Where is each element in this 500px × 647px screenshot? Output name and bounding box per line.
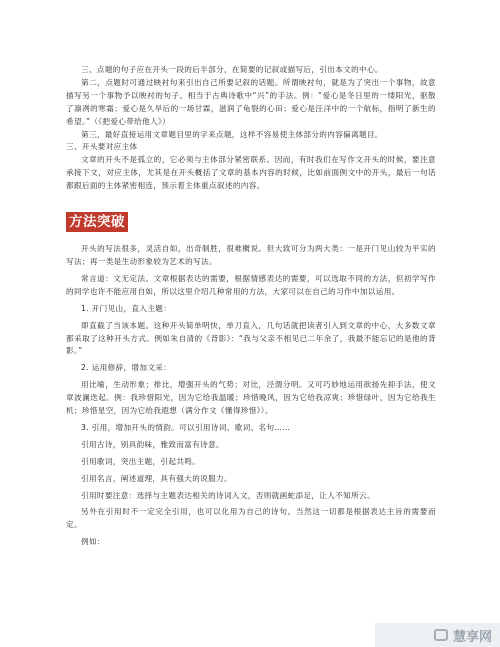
paragraph-title-words: 第三，最好直接运用文章题目里的字来点题，这样不容易使主体部分的内容偏离题目。 <box>81 129 383 139</box>
paragraph-contrast-sentence: 第二，点题时可通过映衬句来引出自己所要记叙的话题。所谓映衬句，就是为了突出一个事物，故意描写另一个事物予以映衬的句子。相当于古典诗歌中“兴”的手法。例：“爱心是冬日里的一缕阳光，驱散了凛冽的寒霜；爱心是久旱后的一场甘霖，滋润了龟裂的心田；爱心是汪洋中的一个航标，指明了新生的希望。”（《把爱心带给他人》） <box>66 77 436 126</box>
paragraph-adaptation: 另外在引用时不一定完全引用，也可以化用为自己的诗句。当然这一切都是根据表达主旨的需要而定。 <box>66 507 436 530</box>
method-heading-1: 1. 开门见山，直入主题： <box>81 303 172 313</box>
paragraph-no-fixed-method: 常言道：文无定法。文章根据表达的需要，根据情感表达的需要，可以选取不同的方法，但初学写作的同学也许不能应用自如，所以这里介绍几种常用的方法，大家可以在自己的习作中加以运用。 <box>66 273 436 296</box>
list-item-quotes: 引用名言，阐述道理，具有强大的说服力。 <box>81 473 232 483</box>
document-page <box>66 64 436 549</box>
method-heading-2: 2. 运用修辞，增加文采： <box>81 363 172 373</box>
list-item-poetry: 引用古诗，别具韵味，雅致而富有诗意。 <box>81 439 224 449</box>
section-title: 方法突破 <box>66 212 128 232</box>
paragraph-rhetoric: 用比喻，生动形象；排比，增强开头的气势；对比，泾渭分明。又可巧妙地运用欲扬先抑手法，使文章波澜迭起。例：我珍惜阳光，因为它给我温暖；珍惜晚风，因为它给我凉爽；珍惜绿叶，因为它给我生机；珍惜星空，因为它给我遐想（满分作文《懂得珍惜》）。 <box>66 380 436 416</box>
method-heading-3: 3. 引用，增加开头的情韵。可以引用诗词、歌词、名句…… <box>81 422 291 432</box>
paragraph-direct-opening: 即直截了当该本题。这种开头简单明快，单刀直入，几句话就把读者引入到文章的中心，大多数文章都采取了这种开头方式。例如朱自清的《背影》：“我与父亲不相见已二年余了，我最不能忘记的是他的背影。” <box>66 320 436 356</box>
watermark <box>375 623 500 647</box>
paragraph-citation-note: 引用时要注意：选择与主题表达相关的诗词入文，否则就画蛇添足，让人不知所云。 <box>81 490 375 500</box>
paragraph-not-isolated: 文章的开头不是孤立的，它必须与主体部分紧密联系。因而，有时我们在写作文开头的时候，要注意承接下文，对应主体，尤其是在开头概括了文章的基本内容的时候，比如前面例文中的开头，最后一句话都跟后面的主体紧密相连，预示着主体重点叙述的内容。 <box>66 155 436 191</box>
paragraph-two-categories: 开头的写法很多，灵活自如，出奇制胜，很难概说。但大致可分为两大类：一是开门见山较为平实的写法；再一类是生动形象较为艺术的写法。 <box>66 244 436 266</box>
list-item-lyrics: 引用歌词，突出主题，引起共鸣。 <box>81 456 201 466</box>
heading-correspond-body: 三、开头要对应主体 <box>66 142 138 152</box>
watermark-text: 慧享网 <box>452 629 492 645</box>
watermark-logo-icon <box>434 629 448 641</box>
paragraph-example-label: 例如： <box>81 537 105 547</box>
paragraph-point-position: 三、点题的句子应在开头一段的后半部分，在简要的记叙或描写后，引出本文的中心。 <box>81 65 383 74</box>
